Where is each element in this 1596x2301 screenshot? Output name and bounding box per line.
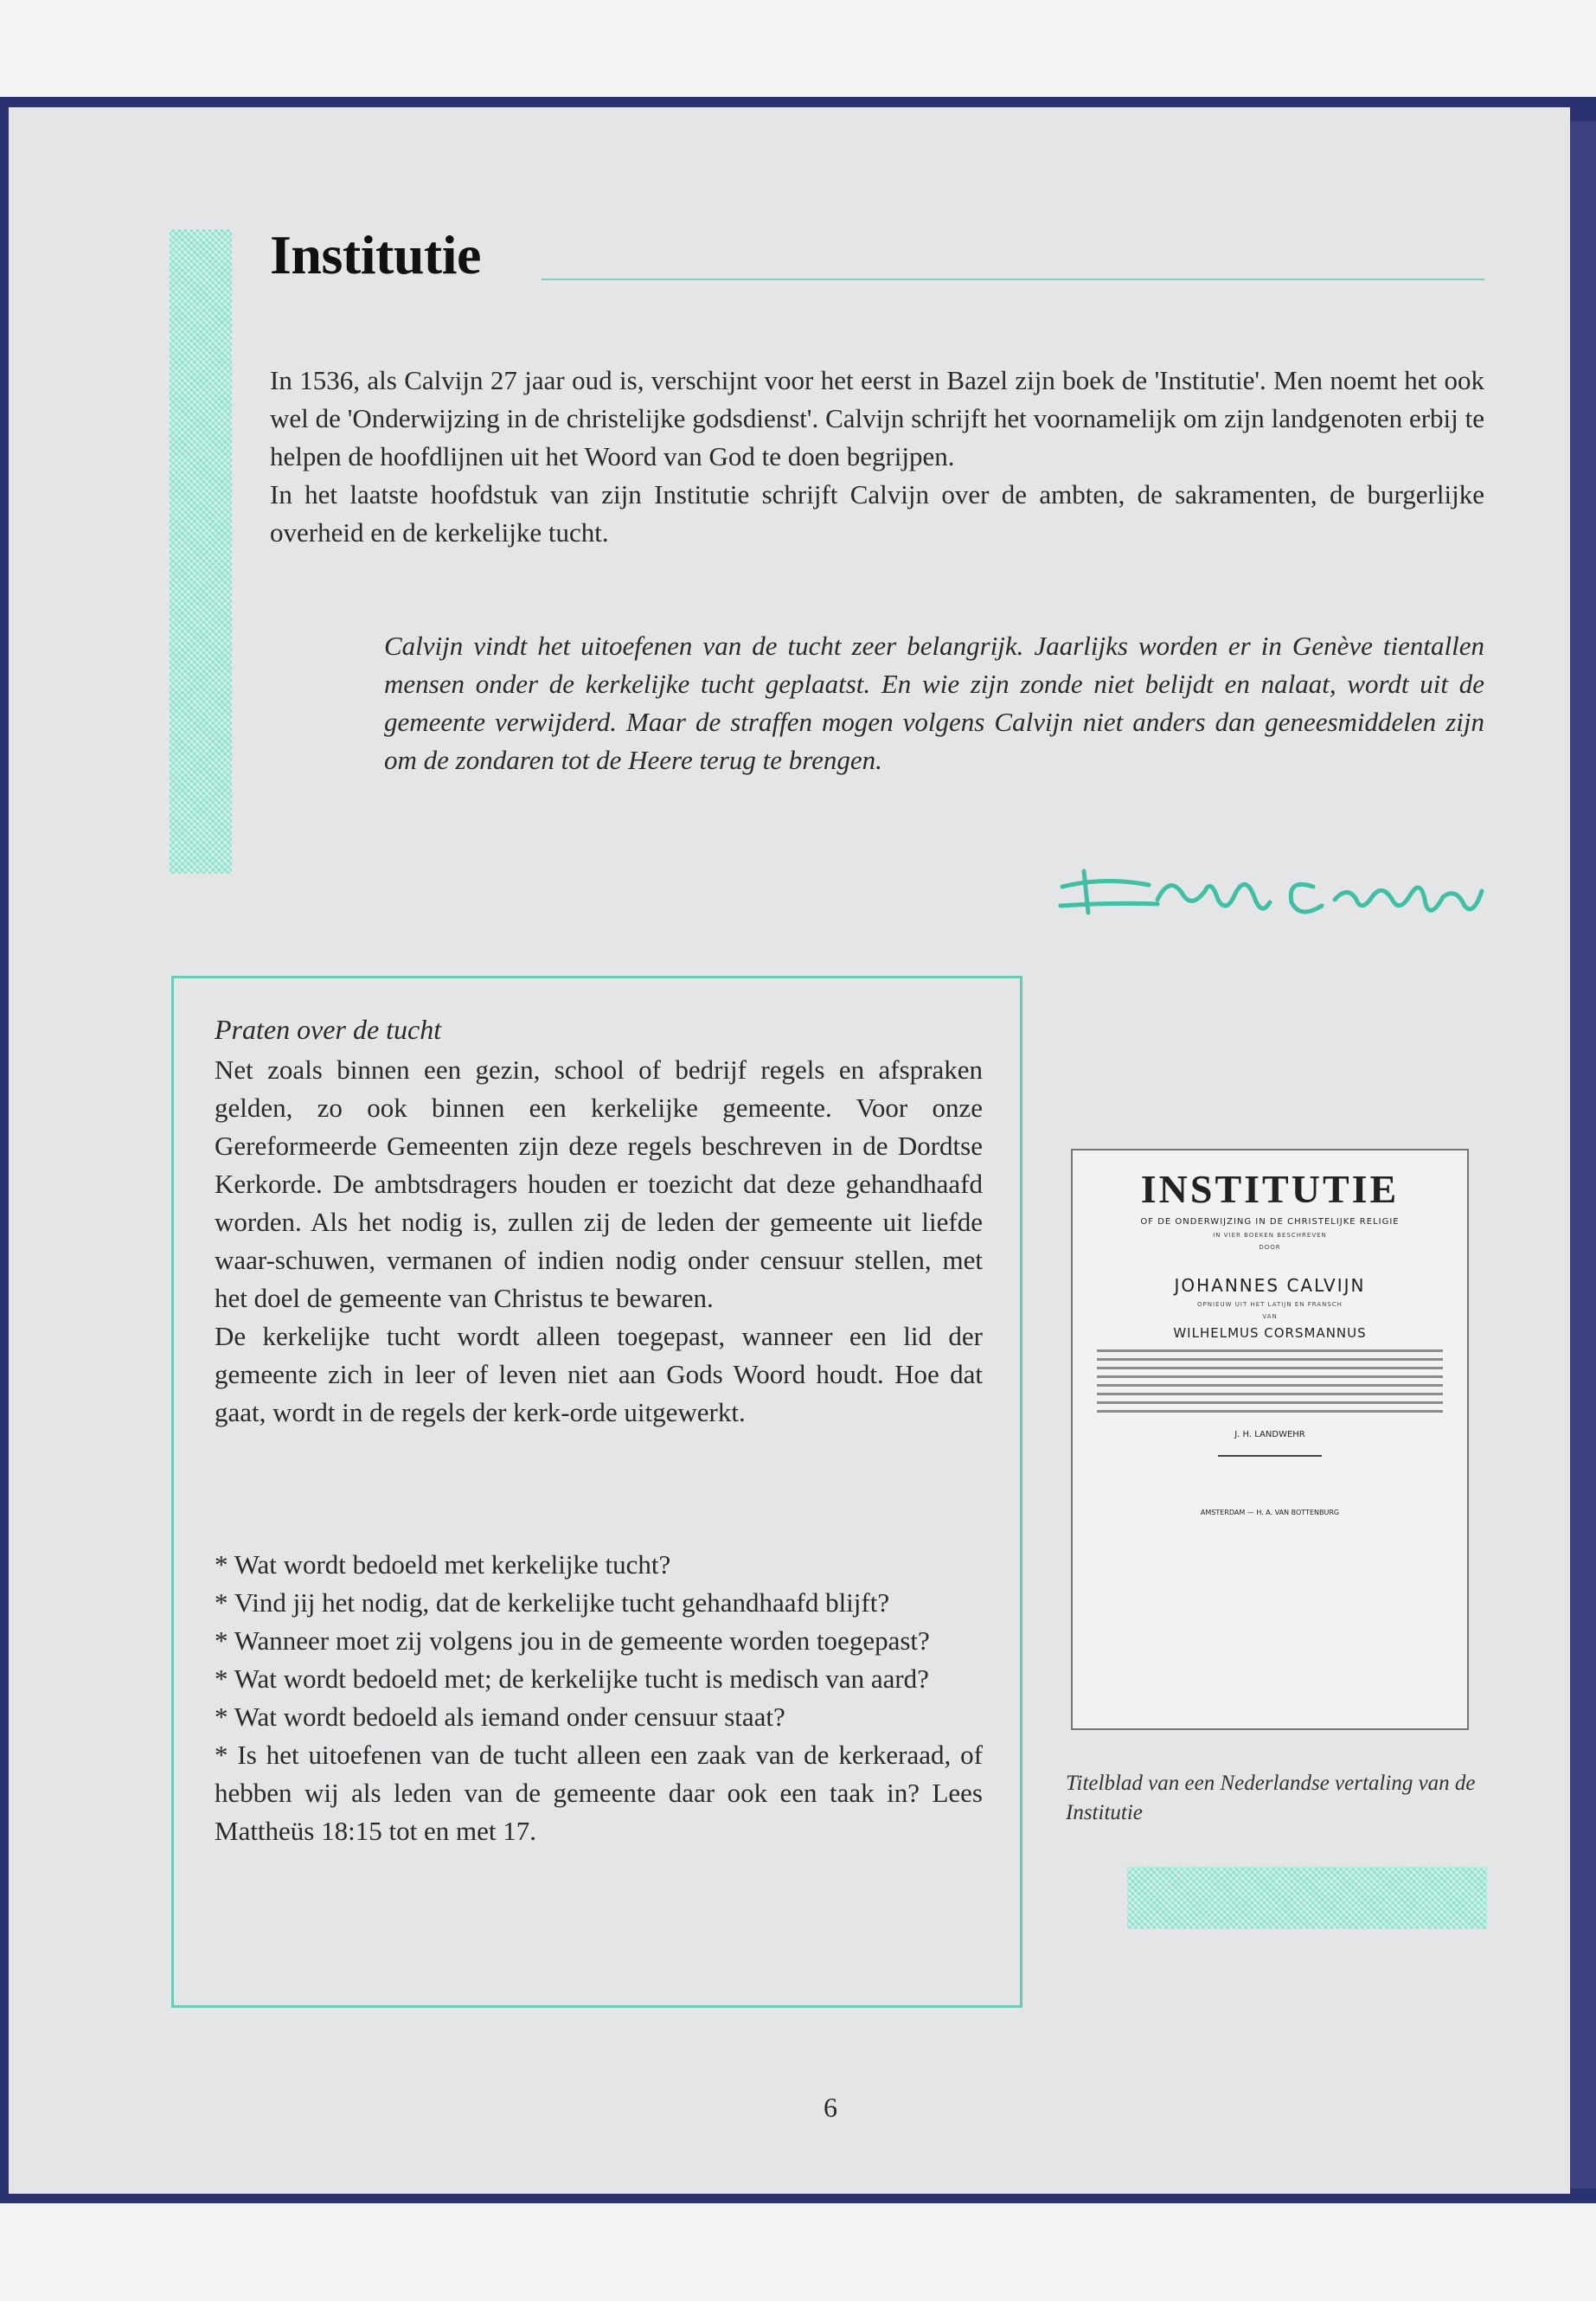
question-list [215,1546,983,1850]
title-page-door: DOOR [1259,1244,1281,1251]
intro-text [270,362,1484,552]
institutie-title-page-image [1071,1149,1469,1730]
title-page-city: AMSTERDAM — H. A. VAN BOTTENBURG [1200,1509,1340,1516]
title-page-title: INSTITUTIE [1140,1167,1400,1211]
box-paragraph-2: De kerkelijke tucht wordt alleen toegepast, wanneer een lid der gemeente zich in leer of leven niet aan Gods Woord houdt. Hoe dat gaat, wordt in de regels der kerk-orde uitgewerkt. [215,1321,983,1427]
title-rule [542,279,1484,280]
intro-paragraph-2: In het laatste hoofdstuk van zijn Institutie schrijft Calvijn over de ambten, de sakramenten, de burgerlijke overheid en de kerkelijke tucht. [270,479,1484,548]
image-caption: Titelblad van een Nederlandse vertaling van de Institutie [1066,1772,1476,1824]
page-title: Institutie [270,224,481,285]
title-page-fine-print [1097,1349,1443,1413]
title-page-author: JOHANNES CALVIJN [1174,1275,1366,1296]
title-page-rule [1218,1455,1322,1457]
question-item: * Wat wordt bedoeld met; de kerkelijke tucht is medisch van aard? [215,1663,929,1694]
title-page-books: IN VIER BOEKEN BESCHREVEN [1213,1232,1327,1239]
calvin-signature [1054,852,1486,921]
title-page-translator: WILHELMUS CORSMANNUS [1173,1325,1367,1341]
intro-paragraph-1: In 1536, als Calvijn 27 jaar oud is, verschijnt voor het eerst in Bazel zijn boek de 'Institutie'. Men noemt het ook wel de 'Onderwijzing in de christelijke godsdienst'. Calvijn schrijft het voornamelijk om zijn landgenoten erbij te helpen de hoofdlijnen uit het Woord van God te doen begrijpen. [270,365,1484,471]
box-paragraph-1: Net zoals binnen een gezin, school of bedrijf regels en afspraken gelden, zo ook binnen een kerkelijke gemeente. Voor onze Gereformeerde Gemeenten zijn deze regels beschreven in de Dordtse Kerkorde. De ambtsdragers houden er toezicht dat deze gehandhaafd worden. Als het nodig is, zullen zij de leden der gemeente uit liefde waar-schuwen, vermanen of indien nodig onder censuur stellen, met het doel de gemeente van Christus te bewaren. [215,1054,983,1313]
page-number: 6 [824,2092,837,2123]
box-body [215,1051,983,1432]
title-page-publisher: J. H. LANDWEHR [1234,1430,1305,1439]
box-title: Praten over de tucht [215,1014,442,1045]
title-page-subtitle: OF DE ONDERWIJZING IN DE CHRISTELIJKE RELIGIE [1140,1217,1400,1227]
question-item: * Wat wordt bedoeld met kerkelijke tucht? [215,1549,671,1580]
decorative-bottom-bar [1127,1867,1487,1929]
quote-text: Calvijn vindt het uitoefenen van de tucht zeer belangrijk. Jaarlijks worden er in Genève tientallen mensen onder de kerkelijke tucht geplaatst. En wie zijn zonde niet belijdt en nalaat, wordt uit de gemeente verwijderd. Maar de straffen mogen volgens Calvijn niet anders dan geneesmiddelen zijn om de zondaren tot de Heere terug te brengen. [384,631,1484,775]
book-cover-edge [1570,121,1596,2189]
title-page-translated: OPNIEUW UIT HET LATIJN EN FRANSCH [1197,1301,1343,1308]
question-item: * Wanneer moet zij volgens jou in de gemeente worden toegepast? [215,1625,930,1656]
title-page-van: VAN [1262,1313,1278,1320]
decorative-side-bar [170,229,232,874]
question-item: * Vind jij het nodig, dat de kerkelijke tucht gehandhaafd blijft? [215,1587,890,1618]
question-item: * Is het uitoefenen van de tucht alleen een zaak van de kerkeraad, of hebben wij als leden van de gemeente daar ook een taak in? Lees Mattheüs 18:15 tot en met 17. [215,1740,983,1846]
question-item: * Wat wordt bedoeld als iemand onder censuur staat? [215,1702,785,1732]
